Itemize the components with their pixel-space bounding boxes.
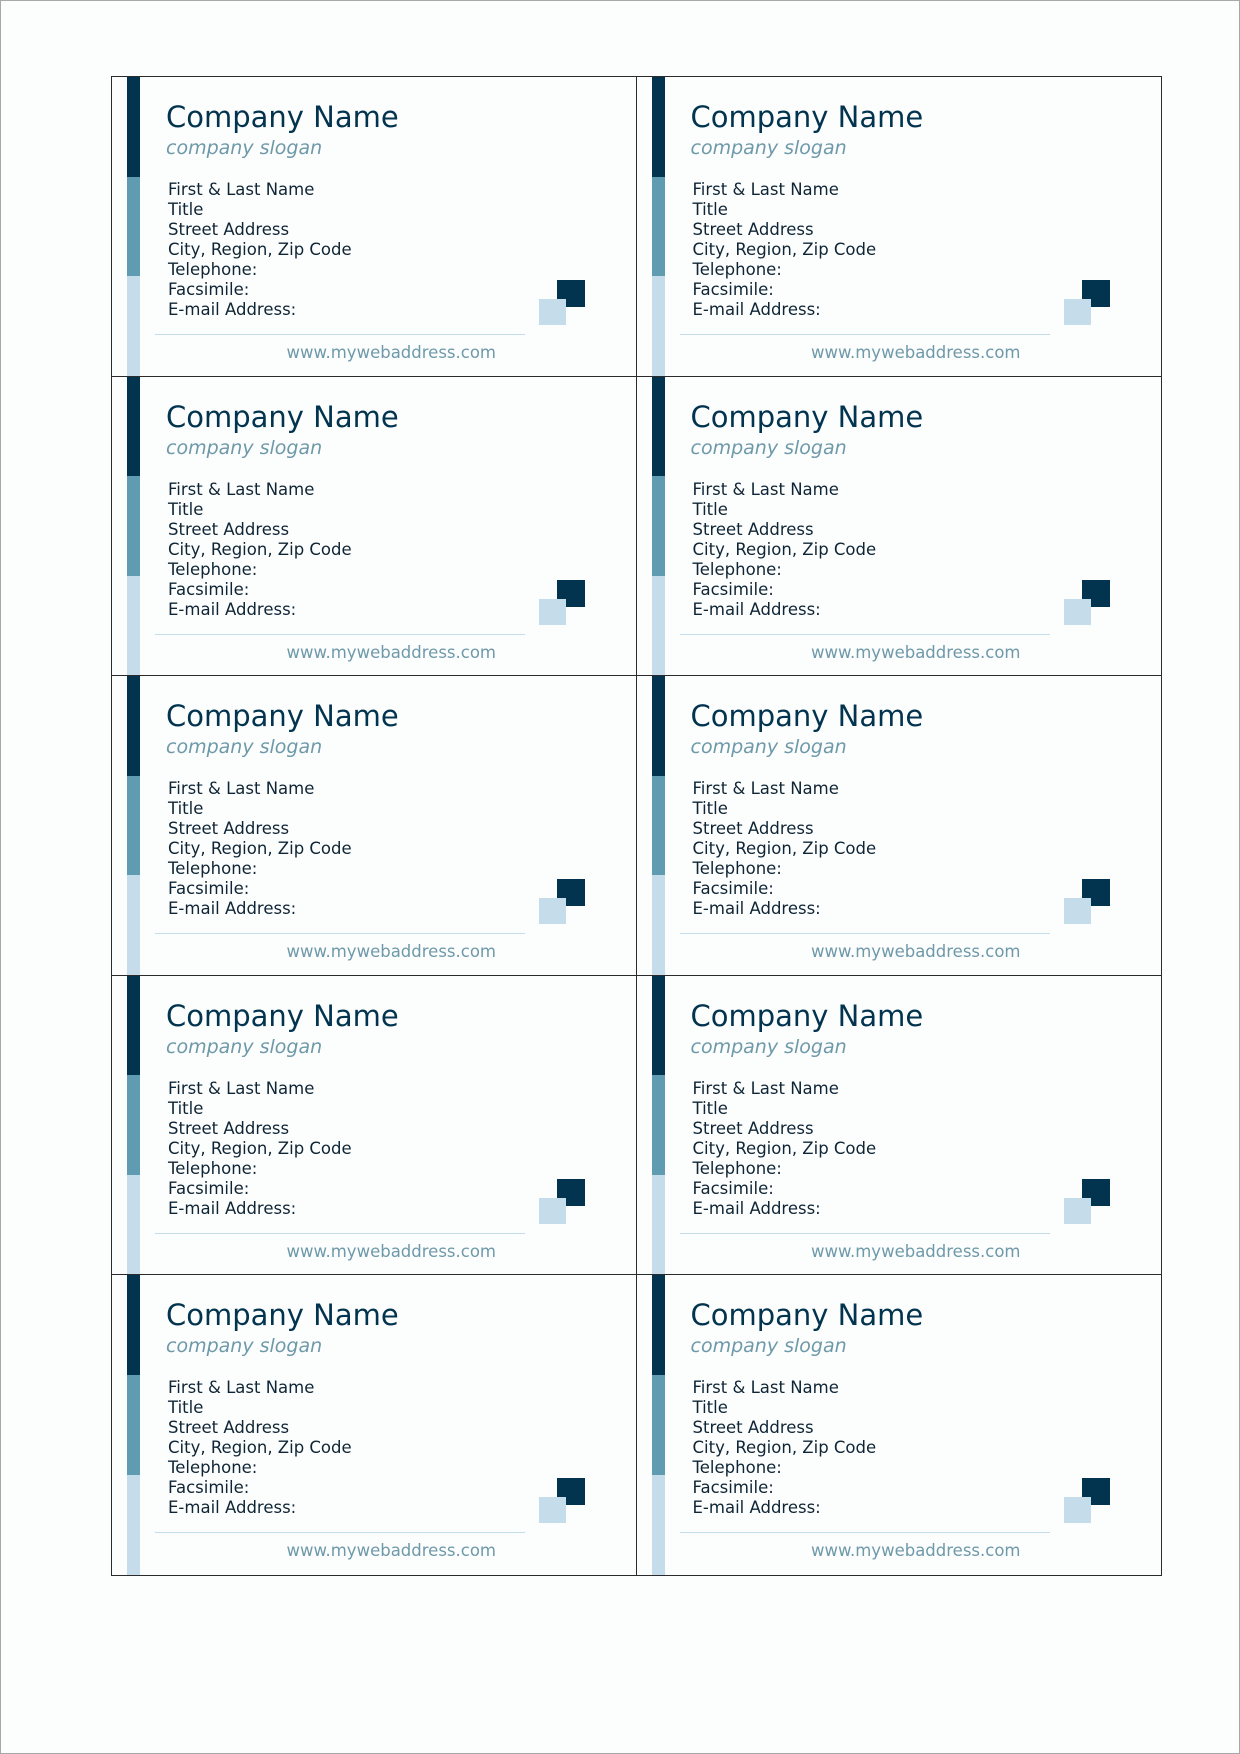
person-title: Title xyxy=(692,499,728,519)
email-label: E-mail Address: xyxy=(168,1498,297,1518)
divider-line xyxy=(680,933,1050,934)
city-region-zip: City, Region, Zip Code xyxy=(692,1438,877,1458)
company-slogan: company slogan xyxy=(166,1335,323,1358)
person-name: First & Last Name xyxy=(168,479,315,499)
person-title: Title xyxy=(692,200,728,219)
contact-details xyxy=(168,1079,352,1219)
company-name: Company Name xyxy=(690,1298,924,1333)
person-title: Title xyxy=(168,1098,204,1118)
company-slogan: company slogan xyxy=(690,436,847,459)
stripe-mid-segment xyxy=(652,177,665,277)
stripe-mid-segment xyxy=(652,1075,665,1175)
company-slogan: company slogan xyxy=(690,137,847,159)
stripe-dark-segment xyxy=(652,1275,665,1375)
person-title: Title xyxy=(692,1098,728,1118)
facsimile-label: Facsimile: xyxy=(168,579,250,599)
website-text: www.mywebaddress.com xyxy=(811,1541,1021,1561)
contact-details xyxy=(693,1079,877,1219)
company-name: Company Name xyxy=(690,399,924,434)
email-label: E-mail Address: xyxy=(168,300,297,319)
person-name: First & Last Name xyxy=(692,1378,839,1398)
color-stripe xyxy=(127,976,140,1275)
stripe-mid-segment xyxy=(127,1375,140,1475)
facsimile-label: Facsimile: xyxy=(692,579,774,599)
stripe-dark-segment xyxy=(127,1275,140,1375)
website-text: www.mywebaddress.com xyxy=(811,1241,1021,1261)
person-title: Title xyxy=(168,799,204,819)
divider-line xyxy=(155,1233,525,1234)
person-title: Title xyxy=(168,1398,204,1418)
street-address: Street Address xyxy=(168,519,290,539)
contact-details xyxy=(693,779,877,919)
email-label: E-mail Address: xyxy=(168,1198,297,1218)
website-text: www.mywebaddress.com xyxy=(286,1241,496,1261)
business-card xyxy=(637,77,1162,377)
telephone-label: Telephone: xyxy=(168,260,258,279)
company-name: Company Name xyxy=(690,100,924,134)
email-label: E-mail Address: xyxy=(692,1498,821,1518)
website-text: www.mywebaddress.com xyxy=(286,1541,496,1561)
person-name: First & Last Name xyxy=(168,180,315,199)
website-text: www.mywebaddress.com xyxy=(811,343,1021,362)
website-text: www.mywebaddress.com xyxy=(811,642,1021,662)
contact-details xyxy=(168,1378,352,1518)
facsimile-label: Facsimile: xyxy=(168,1478,250,1498)
street-address: Street Address xyxy=(168,220,290,239)
website-text: www.mywebaddress.com xyxy=(811,942,1021,962)
telephone-label: Telephone: xyxy=(692,859,782,879)
facsimile-label: Facsimile: xyxy=(692,280,774,299)
website-text: www.mywebaddress.com xyxy=(286,942,496,962)
contact-details xyxy=(693,480,877,620)
overlapping-squares-icon-light xyxy=(1064,898,1091,924)
person-name: First & Last Name xyxy=(692,180,839,199)
contact-details xyxy=(693,180,877,320)
business-card xyxy=(112,976,637,1276)
stripe-mid-segment xyxy=(652,476,665,576)
person-title: Title xyxy=(692,799,728,819)
website-text: www.mywebaddress.com xyxy=(286,343,496,362)
stripe-dark-segment xyxy=(652,77,665,177)
company-name: Company Name xyxy=(166,100,399,134)
divider-line xyxy=(680,334,1050,335)
overlapping-squares-icon-light xyxy=(539,898,566,924)
stripe-mid-segment xyxy=(652,1375,665,1475)
color-stripe xyxy=(652,976,665,1275)
color-stripe xyxy=(127,1275,140,1575)
overlapping-squares-icon-light xyxy=(539,1198,566,1224)
contact-details xyxy=(168,480,352,620)
divider-line xyxy=(155,334,525,335)
person-title: Title xyxy=(692,1398,728,1418)
telephone-label: Telephone: xyxy=(692,260,782,279)
city-region-zip: City, Region, Zip Code xyxy=(168,539,352,559)
city-region-zip: City, Region, Zip Code xyxy=(692,839,877,859)
color-stripe xyxy=(127,676,140,975)
divider-line xyxy=(155,933,525,934)
company-slogan: company slogan xyxy=(690,1335,847,1358)
street-address: Street Address xyxy=(692,519,814,539)
divider-line xyxy=(680,1532,1050,1533)
overlapping-squares-icon-light xyxy=(1064,299,1091,325)
city-region-zip: City, Region, Zip Code xyxy=(168,1138,352,1158)
city-region-zip: City, Region, Zip Code xyxy=(692,1138,877,1158)
business-card xyxy=(112,676,637,976)
facsimile-label: Facsimile: xyxy=(692,879,774,899)
divider-line xyxy=(155,1532,525,1533)
contact-details xyxy=(168,779,352,919)
overlapping-squares-icon-light xyxy=(1064,599,1091,625)
divider-line xyxy=(680,1233,1050,1234)
stripe-mid-segment xyxy=(127,1075,140,1175)
stripe-mid-segment xyxy=(127,476,140,576)
business-card xyxy=(112,1275,637,1575)
city-region-zip: City, Region, Zip Code xyxy=(168,839,352,859)
website-text: www.mywebaddress.com xyxy=(286,642,496,662)
overlapping-squares-icon-light xyxy=(539,299,566,325)
color-stripe xyxy=(652,377,665,676)
stripe-dark-segment xyxy=(127,676,140,776)
person-name: First & Last Name xyxy=(168,1078,315,1098)
overlapping-squares-icon-light xyxy=(539,599,566,625)
person-name: First & Last Name xyxy=(692,779,839,799)
person-title: Title xyxy=(168,499,204,519)
stripe-dark-segment xyxy=(127,377,140,477)
company-slogan: company slogan xyxy=(166,436,323,459)
email-label: E-mail Address: xyxy=(692,599,821,619)
city-region-zip: City, Region, Zip Code xyxy=(692,240,877,259)
person-name: First & Last Name xyxy=(692,1078,839,1098)
business-card xyxy=(112,77,637,377)
overlapping-squares-icon-light xyxy=(539,1497,566,1523)
business-card xyxy=(637,1275,1162,1575)
street-address: Street Address xyxy=(692,819,814,839)
company-name: Company Name xyxy=(166,399,399,434)
city-region-zip: City, Region, Zip Code xyxy=(168,240,352,259)
stripe-mid-segment xyxy=(127,177,140,277)
color-stripe xyxy=(127,377,140,676)
company-name: Company Name xyxy=(166,998,399,1033)
street-address: Street Address xyxy=(168,1418,290,1438)
divider-line xyxy=(155,634,525,635)
business-card xyxy=(637,377,1162,677)
business-card-sheet xyxy=(111,76,1162,1576)
divider-line xyxy=(680,634,1050,635)
facsimile-label: Facsimile: xyxy=(168,879,250,899)
street-address: Street Address xyxy=(168,1118,290,1138)
facsimile-label: Facsimile: xyxy=(168,280,250,299)
street-address: Street Address xyxy=(692,1418,814,1438)
facsimile-label: Facsimile: xyxy=(168,1178,250,1198)
business-card xyxy=(112,377,637,677)
company-name: Company Name xyxy=(690,699,924,734)
contact-details xyxy=(693,1378,877,1518)
company-name: Company Name xyxy=(690,998,924,1033)
telephone-label: Telephone: xyxy=(168,1158,258,1178)
company-slogan: company slogan xyxy=(690,736,847,759)
person-title: Title xyxy=(168,200,204,219)
city-region-zip: City, Region, Zip Code xyxy=(168,1438,352,1458)
telephone-label: Telephone: xyxy=(168,1458,258,1478)
person-name: First & Last Name xyxy=(168,779,315,799)
color-stripe xyxy=(652,1275,665,1575)
facsimile-label: Facsimile: xyxy=(692,1478,774,1498)
business-card xyxy=(637,676,1162,976)
person-name: First & Last Name xyxy=(168,1378,315,1398)
email-label: E-mail Address: xyxy=(168,899,297,919)
street-address: Street Address xyxy=(168,819,290,839)
overlapping-squares-icon-light xyxy=(1064,1198,1091,1224)
stripe-dark-segment xyxy=(652,976,665,1076)
company-name: Company Name xyxy=(166,699,399,734)
email-label: E-mail Address: xyxy=(692,899,821,919)
overlapping-squares-icon-light xyxy=(1064,1497,1091,1523)
color-stripe xyxy=(127,77,140,376)
business-card xyxy=(637,976,1162,1276)
telephone-label: Telephone: xyxy=(168,859,258,879)
stripe-mid-segment xyxy=(652,776,665,876)
email-label: E-mail Address: xyxy=(692,1198,821,1218)
stripe-dark-segment xyxy=(127,77,140,177)
stripe-dark-segment xyxy=(127,976,140,1076)
street-address: Street Address xyxy=(692,220,814,239)
stripe-dark-segment xyxy=(652,377,665,477)
color-stripe xyxy=(652,676,665,975)
telephone-label: Telephone: xyxy=(692,1458,782,1478)
telephone-label: Telephone: xyxy=(692,559,782,579)
stripe-mid-segment xyxy=(127,776,140,876)
company-slogan: company slogan xyxy=(166,736,323,759)
person-name: First & Last Name xyxy=(692,479,839,499)
telephone-label: Telephone: xyxy=(168,559,258,579)
city-region-zip: City, Region, Zip Code xyxy=(692,539,877,559)
color-stripe xyxy=(652,77,665,376)
company-slogan: company slogan xyxy=(166,1035,323,1058)
email-label: E-mail Address: xyxy=(168,599,297,619)
company-name: Company Name xyxy=(166,1298,399,1333)
contact-details xyxy=(168,180,352,320)
telephone-label: Telephone: xyxy=(692,1158,782,1178)
company-slogan: company slogan xyxy=(690,1035,847,1058)
email-label: E-mail Address: xyxy=(692,300,821,319)
stripe-dark-segment xyxy=(652,676,665,776)
street-address: Street Address xyxy=(692,1118,814,1138)
facsimile-label: Facsimile: xyxy=(692,1178,774,1198)
company-slogan: company slogan xyxy=(166,137,323,159)
